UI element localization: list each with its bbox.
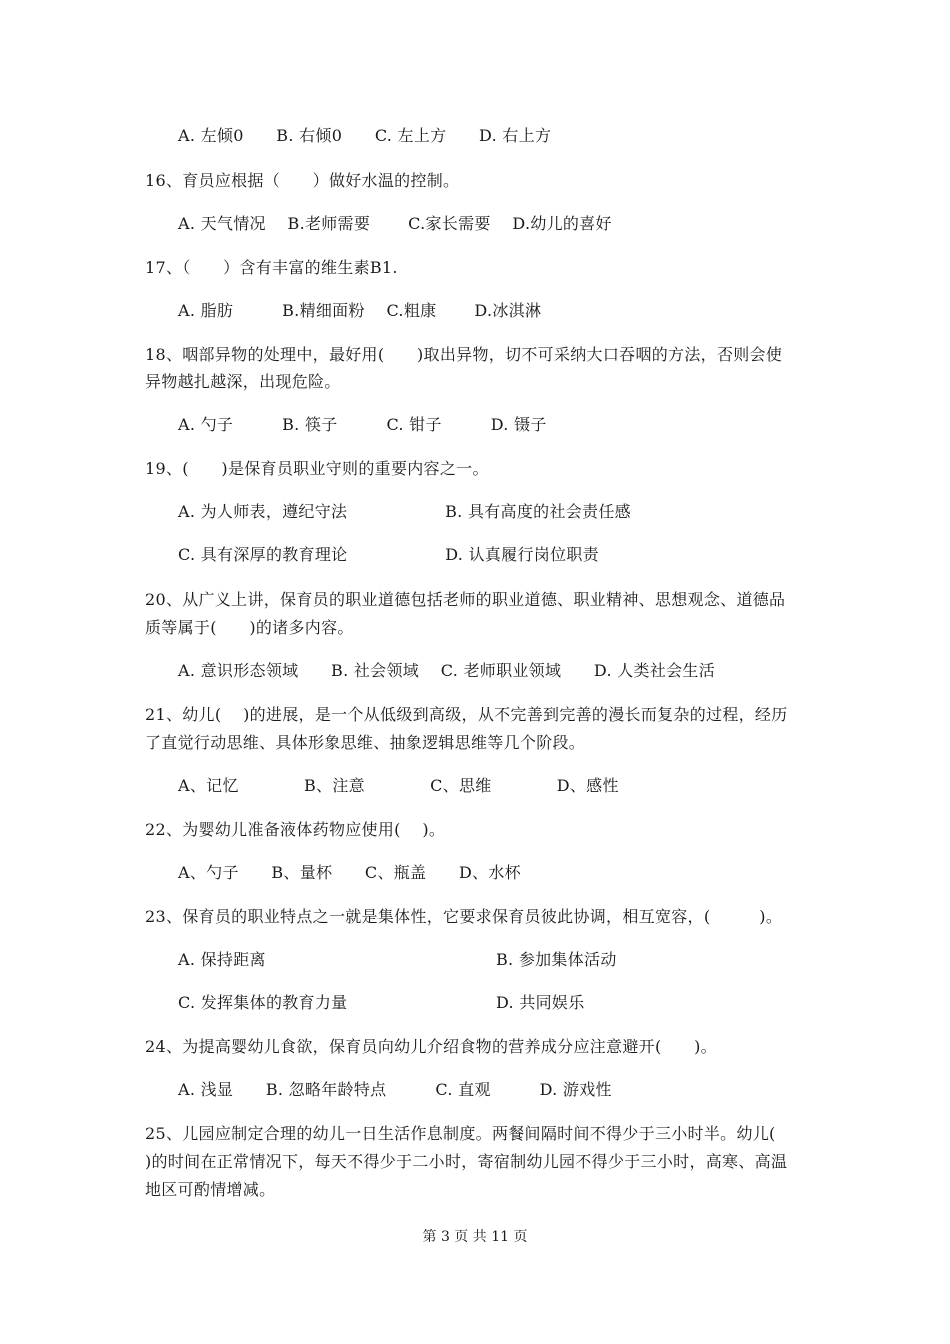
q21-stem-line2: 了直觉行动思维、具体形象思维、抽象逻辑思维等几个阶段。 bbox=[145, 733, 586, 752]
q23-option-d: D. 共同娱乐 bbox=[496, 993, 585, 1012]
q16-options: A. 天气情况 B.老师需要 C.家长需要 D.幼儿的喜好 bbox=[178, 214, 612, 233]
q22-stem: 22、为婴幼儿准备液体药物应使用( )。 bbox=[145, 820, 446, 839]
q18-stem-line1: 18、咽部异物的处理中，最好用( )取出异物，切不可采纳大口吞咽的方法，否则会使 bbox=[145, 345, 783, 364]
q18-stem-line2: 异物越扎越深，出现危险。 bbox=[145, 372, 341, 391]
q22-options: A、勺子 B、量杯 C、瓶盖 D、水杯 bbox=[178, 863, 521, 882]
q24-stem: 24、为提高婴幼儿食欲，保育员向幼儿介绍食物的营养成分应注意避开( )。 bbox=[145, 1037, 717, 1056]
q23-option-b: B. 参加集体活动 bbox=[496, 950, 617, 969]
q25-stem-line2: )的时间在正常情况下，每天不得少于二小时，寄宿制幼儿园不得少于三小时，高寒、高温 bbox=[145, 1152, 788, 1171]
q21-stem-line1: 21、幼儿( )的进展，是一个从低级到高级，从不完善到完善的漫长而复杂的过程，经历 bbox=[145, 705, 788, 724]
q20-stem-line1: 20、从广义上讲，保育员的职业道德包括老师的职业道德、职业精神、思想观念、道德品 bbox=[145, 590, 786, 609]
q19-stem: 19、( )是保育员职业守则的重要内容之一。 bbox=[145, 459, 489, 478]
q17-stem: 17、（ ）含有丰富的维生素B1. bbox=[145, 258, 398, 277]
q16-stem: 16、育员应根据（ ）做好水温的控制。 bbox=[145, 171, 460, 190]
q17-options: A. 脂肪 B.精细面粉 C.粗康 D.冰淇淋 bbox=[178, 301, 542, 320]
q25-stem-line3: 地区可酌情增减。 bbox=[145, 1180, 276, 1199]
q19-options-row1: A. 为人师表，遵纪守法 B. 具有高度的社会责任感 bbox=[178, 502, 631, 521]
q21-options: A、记忆 B、注意 C、思维 D、感性 bbox=[178, 776, 619, 795]
q24-options: A. 浅显 B. 忽略年龄特点 C. 直观 D. 游戏性 bbox=[178, 1080, 612, 1099]
q23-option-a: A. 保持距离 bbox=[178, 950, 266, 969]
q15-options: A. 左倾0 B. 右倾0 C. 左上方 D. 右上方 bbox=[178, 126, 552, 145]
q23-option-c: C. 发挥集体的教育力量 bbox=[178, 993, 348, 1012]
q20-options: A. 意识形态领域 B. 社会领域 C. 老师职业领域 D. 人类社会生活 bbox=[178, 661, 716, 680]
q20-stem-line2: 质等属于( )的诸多内容。 bbox=[145, 618, 354, 637]
q25-stem-line1: 25、儿园应制定合理的幼儿一日生活作息制度。两餐间隔时间不得少于三小时半。幼儿( bbox=[145, 1124, 776, 1143]
q18-options: A. 勺子 B. 筷子 C. 钳子 D. 镊子 bbox=[178, 415, 547, 434]
q19-options-row2: C. 具有深厚的教育理论 D. 认真履行岗位职责 bbox=[178, 545, 599, 564]
page-number-footer: 第 3 页 共 11 页 bbox=[422, 1229, 528, 1245]
q23-stem: 23、保育员的职业特点之一就是集体性，它要求保育员彼此协调，相互宽容，( )。 bbox=[145, 907, 783, 926]
